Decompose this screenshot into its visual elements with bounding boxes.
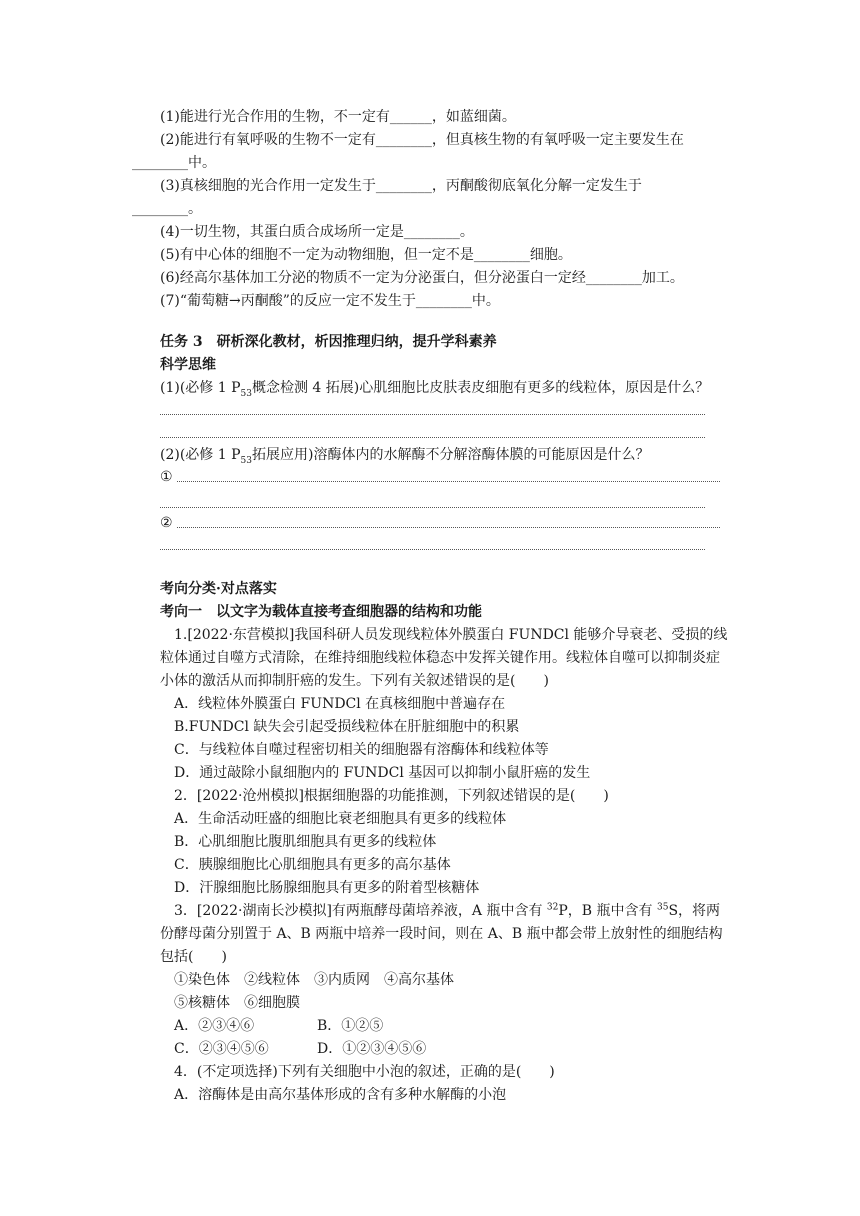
problem-2-option-b: B．心肌细胞比腹肌细胞具有更多的线粒体 — [174, 834, 437, 850]
problem-2-option-c: C．胰腺细胞比心肌细胞具有更多的高尔基体 — [174, 857, 451, 873]
problem-1-stem: 粒体通过自噬方式清除，在维持细胞线粒体稳态中发挥关键作用。线粒体自噬可以抑制炎症 — [160, 650, 720, 666]
task3-heading: 任务 3 研析深化教材，析因推理归纳，提升学科素养 — [160, 334, 497, 350]
statement-3-cont: ________。 — [132, 201, 202, 217]
statement-2: (2)能进行有氧呼吸的生物不一定有________，但真核生物的有氧呼吸一定主要发生在 — [160, 132, 684, 148]
problem-2-option-a: A．生命活动旺盛的细胞比衰老细胞具有更多的线粒体 — [174, 811, 507, 827]
problem-1-stem: 小体的激活从而抑制肝癌的发生。下列有关叙述错误的是( ) — [160, 673, 549, 689]
answer-line[interactable] — [160, 437, 705, 438]
problem-2-option-d: D．汗腺细胞比肠腺细胞具有更多的附着型核糖体 — [174, 880, 480, 896]
problem-1-option-a: A．线粒体外膜蛋白 FUNDCl 在真核细胞中普遍存在 — [174, 696, 506, 712]
statement-7: (7)“葡萄糖→丙酮酸”的反应一定不发生于________中。 — [160, 293, 500, 309]
problem-3-option-a: A．②③④⑥ — [174, 1018, 255, 1034]
problem-1-option-b: B.FUNDCl 缺失会引起受损线粒体在肝脏细胞中的积累 — [174, 719, 520, 735]
statement-5: (5)有中心体的细胞不一定为动物细胞，但一定不是________细胞。 — [160, 247, 572, 263]
science-thinking-heading: 科学思维 — [160, 357, 216, 373]
statement-6: (6)经高尔基体加工分泌的物质不一定为分泌蛋白，但分泌蛋白一定经________加工。 — [160, 270, 684, 286]
problem-1-option-c: C．与线粒体自噬过程密切相关的细胞器有溶酶体和线粒体等 — [174, 742, 549, 758]
problem-4-stem: 4．(不定项选择)下列有关细胞中小泡的叙述，正确的是( ) — [174, 1064, 555, 1080]
problem-1-stem: 1.[2022·东营模拟]我国科研人员发现线粒体外膜蛋白 FUNDCl 能够介导衰老、受损的线 — [174, 627, 728, 643]
problem-1-option-d: D．通过敲除小鼠细胞内的 FUNDCl 基因可以抑制小鼠肝癌的发生 — [174, 765, 591, 781]
problem-3-stem: 份酵母菌分别置于 A、B 两瓶中培养一段时间，则在 A、B 瓶中都会带上放射性的细胞结构 — [160, 926, 723, 942]
question-2: (2)(必修 1 $P_{53}$拓展应用)溶酶体内的水解酶不分解溶酶体膜的可能原因是什么？ — [160, 447, 650, 466]
answer-line[interactable] — [160, 507, 705, 508]
problem-3-stem: 3．[2022·湖南长沙模拟]有两瓶酵母菌培养液，A 瓶中含有 $^{32}$P，B 瓶中含有 $^{35}$S，将两 — [174, 902, 721, 919]
answer-line-circled-1[interactable]: ① — [160, 466, 720, 488]
answer-line-circled-2[interactable]: ② — [160, 512, 720, 534]
direction-1-heading: 考向一 以文字为载体直接考查细胞器的结构和功能 — [160, 604, 482, 620]
statement-1: (1)能进行光合作用的生物，不一定有______，如蓝细菌。 — [160, 109, 516, 125]
answer-line[interactable] — [160, 549, 705, 550]
problem-2-stem: 2．[2022·沧州模拟]根据细胞器的功能推测，下列叙述错误的是( ) — [174, 788, 609, 804]
problem-3-option-c: C．②③④⑤⑥ — [174, 1041, 269, 1057]
statement-3: (3)真核细胞的光合作用一定发生于________，丙酮酸彻底氧化分解一定发生于 — [160, 178, 642, 194]
problem-4-option-a: A．溶酶体是由高尔基体形成的含有多种水解酶的小泡 — [174, 1087, 507, 1103]
statement-4: (4)一切生物，其蛋白质合成场所一定是________。 — [160, 224, 474, 240]
problem-3-items: ①染色体 ②线粒体 ③内质网 ④高尔基体 — [174, 972, 454, 988]
problem-3-option-b: B．①②⑤ — [317, 1018, 384, 1034]
question-1: (1)(必修 1 $P_{53}$概念检测 4 拓展)心肌细胞比皮肤表皮细胞有更多的线粒体，原因是什么？ — [160, 380, 710, 399]
problem-3-option-d: D．①②③④⑤⑥ — [317, 1041, 427, 1057]
statement-2-cont: ________中。 — [132, 155, 216, 171]
answer-line[interactable] — [160, 414, 705, 415]
problem-3-items: ⑤核糖体 ⑥细胞膜 — [174, 995, 300, 1011]
problem-3-stem: 包括( ) — [160, 949, 227, 965]
section-heading: 考向分类·对点落实 — [160, 581, 277, 597]
